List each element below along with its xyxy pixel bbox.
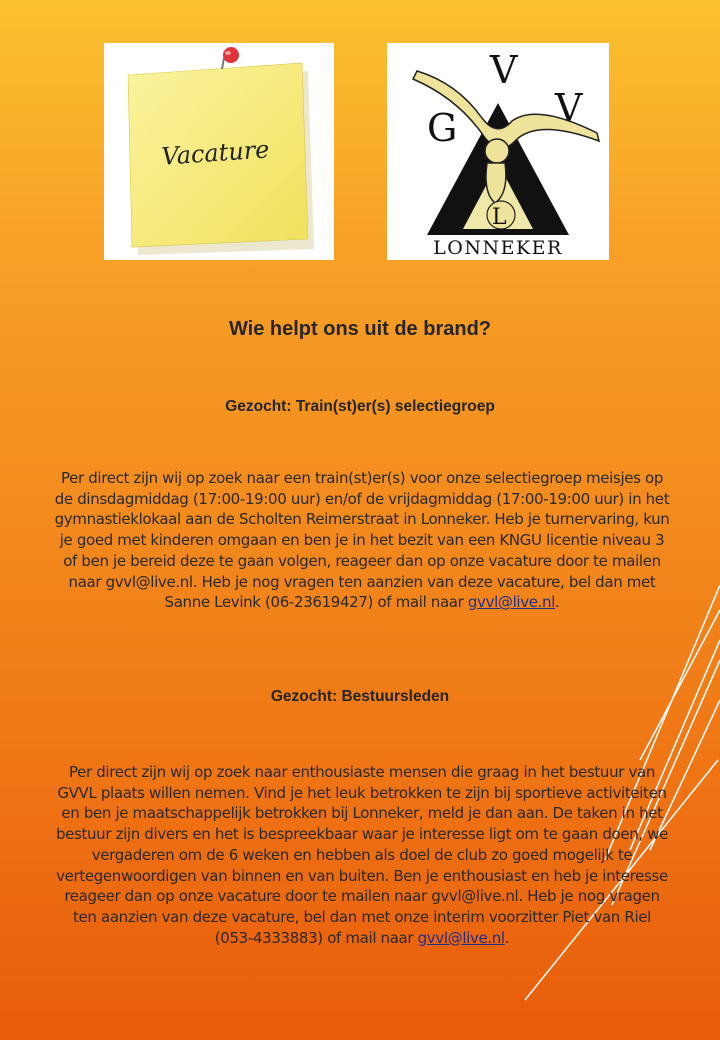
- gvvl-club-logo: [387, 43, 609, 260]
- section-body-board: [52, 762, 672, 948]
- section-body-end: .: [555, 593, 560, 612]
- email-link[interactable]: gvvl@live.nl: [467, 593, 556, 612]
- logo-letter-v2: V: [555, 86, 583, 130]
- pin-icon: [223, 47, 239, 63]
- postit-text: Vacature: [160, 135, 271, 171]
- email-link[interactable]: gvvl@live.nl: [417, 928, 505, 947]
- logo-letter-v1: V: [490, 48, 518, 92]
- logo-lonneker-text: LONNEKER: [433, 237, 563, 259]
- vacature-postit-image: [104, 43, 334, 260]
- logo-letter-l: L: [492, 205, 507, 230]
- logo-letter-g: G: [427, 106, 458, 150]
- page-title: Wie helpt ons uit de brand?: [228, 318, 492, 340]
- section-heading-board: Gezocht: Bestuursleden: [270, 688, 450, 705]
- section-body-trainers: [52, 468, 672, 613]
- section-body-text: Per direct zijn wij op zoek naar enthousiaste mensen die graag in het bestuur van GVVL plaats willen nemen. Vind je het leuk betrokken te zijn bij sportieve activiteiten en ben je maatschappelijk betrokken bij Lonneker, meld je dan aan. De taken in het bestuur zijn divers en het is bespreekbaar waar je interesse ligt om te gaan doen, we vergaderen om de 6 weken en hebben als doel de club zo goed mogelijk te vertegenwoordigen van binnen en van buiten. Ben je enthousiast en heb je interesse reageer dan op onze vacature door te mailen naar gvvl@live.nl. Heb je nog vragen ten aanzien van deze vacature, bel dan met onze interim voorzitter Piet van Riel (053-4333883) of mail naar: [55, 763, 669, 947]
- section-heading-trainers: Gezocht: Train(st)er(s) selectiegroep: [225, 398, 495, 415]
- section-body-end: .: [504, 928, 510, 947]
- section-body-text: Per direct zijn wij op zoek naar een train(st)er(s) voor onze selectiegroep meisjes op de dinsdagmiddag (17:00-19:00 uur) en/of de vrijdagmiddag (17:00-19:00 uur) in het gymnastieklokaal aan de Scholten Reimerstraat in Lonneker. Heb je turnervaring, kun je goed met kinderen omgaan en ben je in het bezit van een KNGU licentie niveau 3 of ben je bereid deze te gaan volgen, reageer dan op onze vacature door te mailen naar gvvl@live.nl. Heb je nog vragen ten aanzien van deze vacature, bel dan met Sanne Levink (06-23619427) of mail naar: [54, 469, 670, 612]
